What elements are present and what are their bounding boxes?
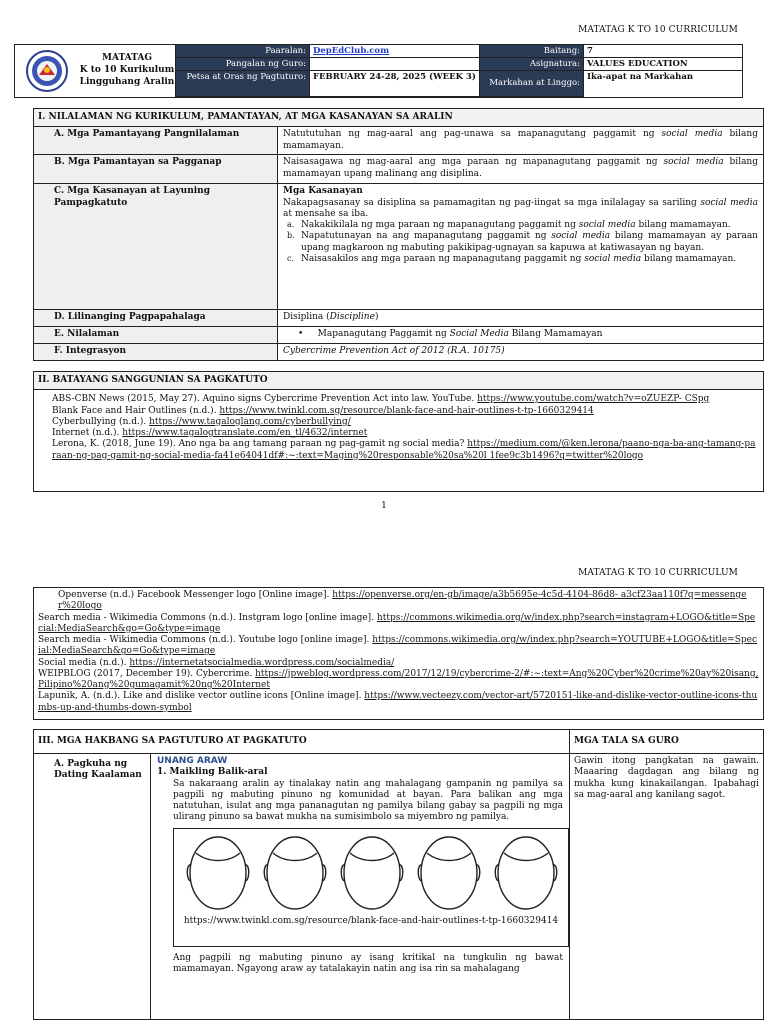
reference-link[interactable]: https://www.tagalogtranslate.com/en_tl/4632/internet (122, 428, 368, 438)
row-c-key: C. Mga Kasanayan at Layuning Pampagkatuto (34, 184, 278, 309)
row-e-key: E. Nilalaman (34, 327, 278, 343)
row-f-value: Cybercrime Prevention Act of 2012 (R.A. 10175) (283, 346, 505, 357)
petsa-label: Petsa at Oras ng Pagtuturo: (176, 71, 310, 97)
row-a (34, 127, 763, 155)
reference-link[interactable]: https://commons.wikimedia.org/w/index.php?search=instagram+LOGO&title=Special:MediaSearch&go=Go&type=image (38, 612, 756, 634)
title-line3: Lingguhang Aralin (79, 76, 175, 87)
row-b (34, 155, 763, 184)
section-3-header (34, 730, 763, 754)
guro-value (310, 58, 480, 71)
row-b-value: Naisasagawa ng mag-aaral ang mga paraan ng mapanagutang paggamit ng social media bilang mamamayan upang malinang ang disiplina. (283, 157, 758, 179)
reference-item: ABS-CBN News (2015, May 27). Aquino signs Cybercrime Prevention Act into law. YouTube. https://www.youtube.com/watch?v=oZUEZP- CSpg (52, 394, 710, 405)
teacher-notes: Gawin itong pangkatan na gawain. Maaaring dagdagan ang bilang ng mukha kung kinakailangan. Ipabahagi sa mag-aaral ang kanilang sagot. (574, 756, 759, 800)
step-label: A. Pagkuha ng Dating Kaalaman (34, 754, 151, 1019)
reference-link[interactable]: https://www.youtube.com/watch?v=oZUEZP- CSpg (477, 394, 710, 405)
row-c (34, 184, 763, 310)
lesson-intro-paragraph: Ang pagpili ng mabuting pinuno ay isang kritikal na tungkulin ng bawat mamamayan. Ngayong araw ay tatalakayin natin ang isa rin sa mahalagang (173, 952, 563, 974)
asignatura-label: Asignatura: (480, 58, 584, 71)
list-item: b. Napatutunayan na ang mapanagutang paggamit ng social media bilang mamamayan ay paraan upang magkaroon ng mabuting pakikipag-ugnayan sa kapuwa at katiwasayan ng bayan. (287, 231, 758, 253)
face-outline (264, 837, 326, 909)
reference-item: WEIPBLOG (2017, December 19). Cybercrime. https://jpweblog.wordpress.com/2017/12/19/cybercrime-2/#:~:text=Ang%20Cyber%20crime%20ay%20isang,Pilipino%20ang%20gumagamit%20ng%20Internet (38, 668, 759, 690)
curriculum-label: MATATAG K TO 10 CURRICULUM (578, 568, 738, 578)
baitang-label: Baitang: (480, 45, 584, 58)
section-2-heading: II. BATAYANG SANGGUNIAN SA PAGKATUTO (34, 372, 763, 390)
row-f-key: F. Integrasyon (34, 344, 278, 360)
balik-aral-paragraph: Sa nakaraang aralin ay tinalakay natin ang mahalagang gampanin ng pamilya sa pagpili ng mabuting pinuno ng komunidad at bayan. Para balikan ang mga natutuhan, isulat ang mga pananagutan ng pamilya bilang gabay sa pagpili ng mga ulirang pinuno sa bawat mukha na sumisimbolo sa miyembro ng pamilya. (173, 778, 563, 823)
reference-item: Search media - Wikimedia Commons (n.d.). Youtube logo [online image]. https://commons.wikimedia.org/w/index.php?search=YOUTUBE+LOGO&title=Special:MediaSearch&go=Go&type=image (38, 635, 758, 657)
section-3-table (33, 729, 764, 1020)
references-continued-table (33, 587, 764, 720)
reference-item: Openverse (n.d.) Facebook Messenger logo [Online image]. https://openverse.org/en-gb/image/a3b5695e-4c5d-4104-86d8- a3cf23aa110f?q=messenger%20logo (58, 590, 747, 612)
image-caption: https://www.twinkl.com.sg/resource/blank-face-and-hair-outlines-t-tp-1660329414 (183, 915, 559, 926)
list-item: c. Naisasakilos ang mga paraan ng mapanagutang paggamit ng social media bilang mamamayan. (287, 253, 737, 264)
kasanayan-intro: Nakapagsasanay sa disiplina sa pamamagitan ng pag-iingat sa mga inilalagay sa sariling social media at mensahe sa iba. (283, 197, 758, 219)
face-outline (341, 837, 403, 909)
reference-link[interactable]: https://medium.com/@ken.lerona/paano-nga-ba-ang-tamang-paraan-ng-pag-gamit-ng-social-media-fa41e64041df#:~:text=Maging%20responsable%20sa%20l 1fee9c3b1496?q=twitter%20logo (52, 439, 756, 461)
title-line2: K to 10 Kurikulum (79, 65, 175, 76)
section-3-body (34, 754, 763, 1019)
lesson-title-block (79, 45, 175, 97)
row-f (34, 344, 763, 360)
page-number: 1 (381, 501, 387, 511)
kasanayan-title: Mga Kasanayan (283, 186, 363, 197)
reference-item: Internet (n.d.). https://www.tagalogtranslate.com/en_tl/4632/internet (52, 428, 368, 438)
curriculum-label: MATATAG K TO 10 CURRICULUM (578, 25, 738, 35)
reference-item: Social media (n.d.). https://internetatsocialmedia.wordpress.com/socialmedia/ (38, 657, 395, 668)
day-label: UNANG ARAW (157, 756, 228, 766)
row-d-value: Disiplina (Discipline) (283, 312, 379, 323)
reference-item: Cyberbullying (n.d.). https://www.tagaloglang.com/cyberbullying/ (52, 416, 351, 427)
header-table (14, 44, 743, 98)
face-outlines-image (173, 828, 569, 947)
reference-link[interactable]: https://jpweblog.wordpress.com/2017/12/19/cybercrime-2/#:~:text=Ang%20Cyber%20crime%20ay%20isang,Pilipino%20ang%20gumagamit%20ng%20Internet (38, 668, 759, 690)
title-line1: MATATAG (101, 53, 153, 64)
reference-link[interactable]: https://www.twinkl.com.sg/resource/blank-face-and-hair-outlines-t-tp-1660329414 (219, 405, 594, 416)
step-content (151, 754, 570, 1019)
reference-item: Blank Face and Hair Outlines (n.d.). https://www.twinkl.com.sg/resource/blank-face-and-hair-outlines-t-tp-1660329414 (52, 405, 594, 416)
row-e-value: • Mapanagutang Paggamit ng Social Media Bilang Mamamayan (298, 329, 603, 340)
reference-link[interactable]: https://openverse.org/en-gb/image/a3b5695e-4c5d-4104-86d8- a3cf23aa110f?q=messenger%20logo (58, 590, 747, 612)
section-1-heading: I. NILALAMAN NG KURIKULUM, PAMANTAYAN, AT MGA KASANAYAN SA ARALIN (34, 109, 763, 127)
row-e (34, 327, 763, 344)
face-outline (187, 837, 249, 909)
reference-item: Lerona, K. (2018, June 19). Ano nga ba ang tamang paraan ng pag-gamit ng social media? https://medium.com/@ken.lerona/paano-nga-ba-ang-tamang-paraan-ng-pag-gamit-ng-social-media-fa41e64041df#:~:text=Maging%20responsable%20sa%20l 1fee9c3b1496?q=twitter%20logo (52, 439, 756, 461)
face-outline (418, 837, 480, 909)
paaralan-value[interactable] (310, 45, 480, 58)
list-item: a. Nakakikilala ng mga paraan ng mapanagutang paggamit ng social media bilang mamamayan. (287, 220, 731, 230)
reference-link[interactable]: https://commons.wikimedia.org/w/index.php?search=YOUTUBE+LOGO&title=Special:MediaSearch&go=Go&type=image (38, 635, 758, 657)
row-a-key: A. Mga Pamantayang Pangnilalaman (34, 127, 278, 154)
reference-item: Search media - Wikimedia Commons (n.d.). Instgram logo [online image]. https://commons.wikimedia.org/w/index.php?search=instagram+LOGO&title=Special:MediaSearch&go=Go&type=image (38, 612, 756, 634)
guro-label: Pangalan ng Guro: (176, 58, 310, 71)
section-2-table (33, 371, 764, 492)
row-b-key: B. Mga Pamantayan sa Pagganap (34, 155, 278, 183)
reference-link[interactable]: https://www.tagaloglang.com/cyberbullying/ (149, 416, 351, 427)
section-1-table (33, 108, 764, 361)
reference-link[interactable]: https://www.vecteezy.com/vector-art/5720151-like-and-dislike-vector-outline-icons-thumbs-up-and-thumbs-down-symbol (38, 691, 758, 713)
petsa-value: FEBRUARY 24-28, 2025 (WEEK 3) (310, 71, 480, 97)
reference-item: Lapunik, A. (n.d.). Like and dislike vector outline icons [Online image]. https://www.vecteezy.com/vector-art/5720151-like-and-dislike-vector-outline-icons-thumbs-up-and-thumbs-down-symbol (38, 691, 758, 713)
row-a-value: Natututuhan ng mag-aaral ang pag-unawa sa mapanagutang paggamit ng social media bilang mamamayan. (283, 129, 758, 151)
notes-heading: MGA TALA SA GURO (574, 736, 679, 746)
asignatura-value: VALUES EDUCATION (584, 58, 742, 71)
sub-heading: 1. Maikling Balik-aral (157, 767, 268, 778)
references-list (34, 588, 763, 716)
deped-seal-logo (15, 45, 79, 97)
reference-link[interactable]: https://internetatsocialmedia.wordpress.com/socialmedia/ (129, 657, 395, 668)
blank-faces-illustration (174, 829, 568, 915)
header-grid (175, 45, 742, 97)
markahan-value: Ika-apat na Markahan (587, 72, 694, 82)
references-list (34, 390, 763, 465)
kasanayan-list (283, 220, 758, 265)
paaralan-link[interactable]: DepEdClub.com (313, 45, 390, 56)
paaralan-label: Paaralan: (176, 45, 310, 58)
face-outline (495, 837, 557, 909)
baitang-value: 7 (584, 45, 742, 58)
section-3-heading: III. MGA HAKBANG SA PAGTUTURO AT PAGKATUTO (34, 730, 570, 753)
row-d-key: D. Lilinanging Pagpapahalaga (34, 310, 278, 326)
row-c-value (278, 184, 763, 309)
row-d (34, 310, 763, 327)
markahan-label: Markahan at Linggo: (480, 71, 584, 97)
